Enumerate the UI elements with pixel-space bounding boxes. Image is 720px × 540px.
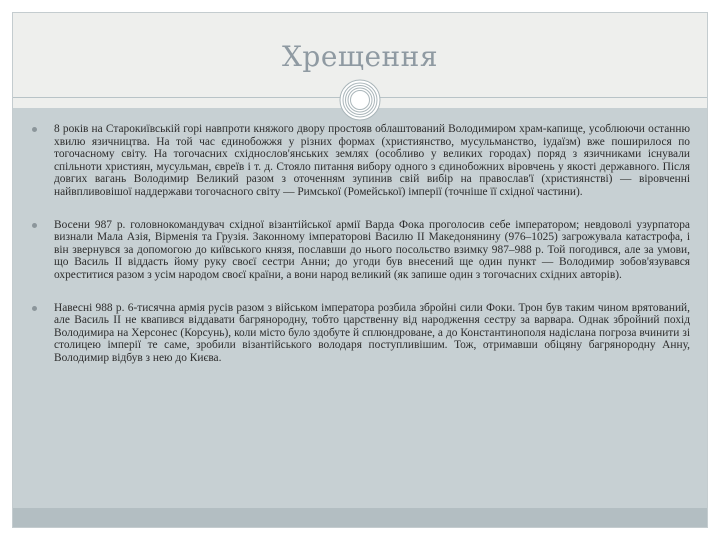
title-divider-left (13, 97, 340, 98)
bullet-text: Восени 987 р. головнокомандувач східної візантійської армії Варда Фока проголосив себе імператором; невдоволі узурпатора визнали Мала Азія, Вірменія та Грузія. Законному імператорові Василю II Македонянину (976–1025) загрожувала катастрофа, і він звернувся за допомогою до київського князя, пославши до нього посольство взимку 987–988 р. Той погодився, але за умови, що Василь II віддасть йому руку своєї сестри Анни; до угоди був внесений ще один пункт — Володимир зобов'язувався охреститися разом з усім народом своєї країни, а вони народ великий (як запише один з тогочасних східних авторів). (54, 218, 690, 281)
bullet-text: Навесні 988 р. 6-тисячна армія русів разом з військом імператора розбила збройні сили Фоки. Трон був таким чином врятований, але Василь II не квапився віддавати багрянородну, тобто царственну від народження сестру за варвара. Однак збройний похід Володимира на Херсонес (Корсунь), коли місто було здобуте й сплюндроване, а до Константинополя надіслана погроза вчинити зі столицею імперії те саме, зробили візантійського володаря поступливішим. Тож, отримавши обіцяну багрянородну Анну, Володимир відбув з нею до Києва. (54, 301, 690, 364)
bullet-list (30, 123, 690, 365)
bullet-dot-icon (32, 127, 37, 132)
bullet-item-2 (30, 219, 690, 282)
bullet-text: 8 років на Старокиївській горі навпроти княжого двору простояв облаштований Володимиром храм-капище, усоблюючи останню хвилю язичництва. На той час єдинобожжя у різних формах (християнство, мусульманство, іудаїзм) вже поширилося по тогочасному світу. На тогочасних східнослов'янських землях (особливо у великих городах) поряд з язичниками існували спільноти християн, мусульман, євреїв і т. д. Стояло питання вибору одного з єдинобожних віровчень у якості державного. Після довгих вагань Володимир Великий разом з оточенням зупинив свій вибір на православ'ї (християнстві) — віровченні найвпливовішої наддержави тогочасного світу — Римської (Ромейської) імперії (точніше її східної частини). (54, 123, 690, 198)
bottom-band (13, 508, 707, 527)
bullet-item-3 (30, 302, 690, 365)
title-divider-right (380, 97, 707, 98)
slide-title: Хрещення (281, 40, 439, 73)
bullet-item-1 (30, 123, 690, 199)
bullet-dot-icon (32, 223, 37, 228)
bullet-dot-icon (32, 306, 37, 311)
circle-ornament-icon (338, 78, 382, 122)
